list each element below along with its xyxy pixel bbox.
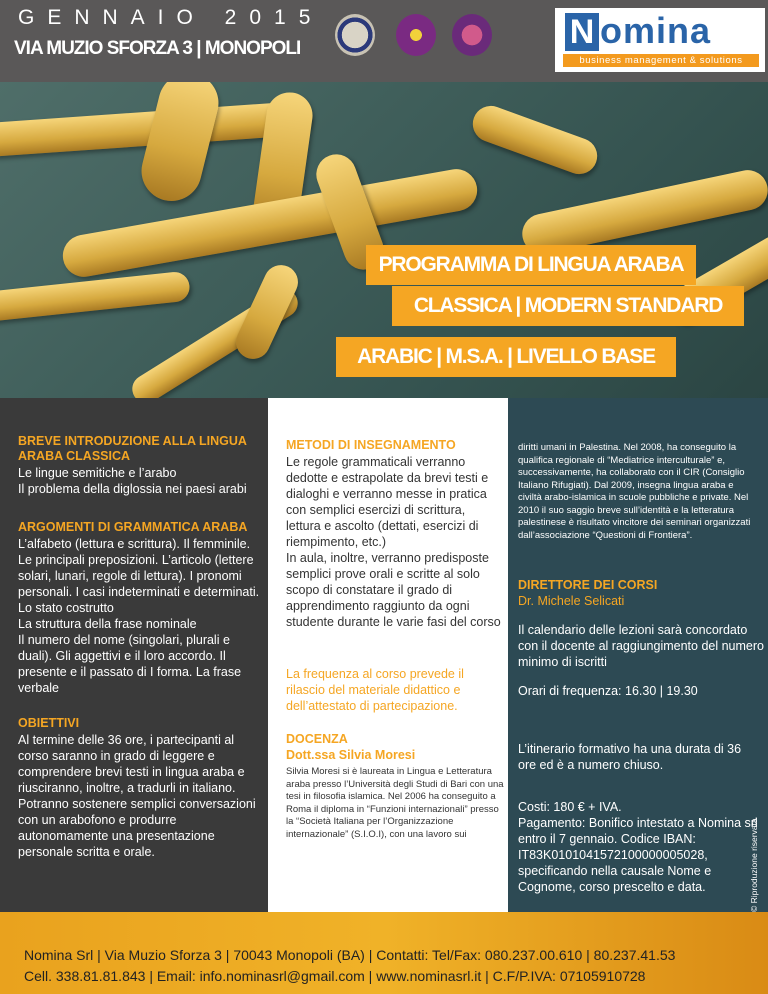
director-heading: DIRETTORE DEI CORSI xyxy=(518,578,658,592)
header-bar xyxy=(0,0,768,82)
logo-tagline: business management & solutions xyxy=(563,54,759,67)
calligraphy-stroke xyxy=(519,166,768,257)
costs-note: Costi: 180 € + IVA. Pagamento: Bonifico intestato a Nomina srl entro il 7 gennaio. Codice IBAN: IT83K0101041572100000005028, specificando nella causale Nome e Cognome, corso prescelto e data. xyxy=(518,800,758,894)
seal-logo-1-icon xyxy=(335,14,375,56)
copyright-text: © Riproduzione riservata xyxy=(749,818,759,912)
calligraphy-stroke xyxy=(468,101,602,179)
column-left xyxy=(0,398,268,912)
banner-program-title: PROGRAMMA DI LINGUA ARABA xyxy=(366,245,696,285)
nomina-logo xyxy=(555,8,765,72)
intro-heading: BREVE INTRODUZIONE ALLA LINGUA ARABA CLASSICA xyxy=(18,434,247,463)
footer-line-2: Cell. 338.81.81.843 | Email: info.nominasrl@gmail.com | www.nominasrl.it | C.F/P.IVA: 07105910728 xyxy=(24,968,646,984)
hours-note: Orari di frequenza: 16.30 | 19.30 xyxy=(518,684,698,698)
banner-variant: CLASSICA | MODERN STANDARD xyxy=(392,286,744,326)
teacher-bio: Silvia Moresi si è laureata in Lingua e Letteratura araba presso l’Università degli Studi di Bari con una tesi in filosofia islamica. Nel 2006 ha conseguito a Roma il diploma in “Funzioni internazionali” presso la “Società Italiana per l’Organizzazione internazionale” (S.I.O.I), con una lavoro sui xyxy=(286,766,504,840)
methods-body: Le regole grammaticali verranno dedotte e estrapolate da brevi testi e dialoghi e verranno messe in pratica con semplici esercizi di scrittura, lettura e ascolto (dettati, esercizi di riempimento, etc.) In aula, inoltre, verranno predisposte semplici prove orali e scritte al solo scopo di constatare il grado di apprendimento raggiunto da ogni studente durante le varie fasi del corso xyxy=(286,455,501,629)
seal-logo-2-icon xyxy=(396,14,436,56)
methods-heading: METODI DI INSEGNAMENTO xyxy=(286,438,456,452)
intro-body: Le lingue semitiche e l’arabo Il problema della diglossia nei paesi arabi xyxy=(18,466,247,496)
duration-note: L’itinerario formativo ha una durata di 36 ore ed è a numero chiuso. xyxy=(518,742,742,772)
seal-logo-3-icon xyxy=(452,14,492,56)
banner-level: ARABIC | M.S.A. | LIVELLO BASE xyxy=(336,337,676,377)
footer-line-1: Nomina Srl | Via Muzio Sforza 3 | 70043 Monopoli (BA) | Contatti: Tel/Fax: 080.237.00.610 | 80.237.41.53 xyxy=(24,947,676,963)
course-address: VIA MUZIO SFORZA 3 | MONOPOLI xyxy=(14,38,301,59)
course-date: GENNAIO 2015 xyxy=(18,6,324,29)
teacher-name: Dott.ssa Silvia Moresi xyxy=(286,748,416,762)
director-name: Dr. Michele Selicati xyxy=(518,594,625,608)
logo-word: omina xyxy=(600,10,712,51)
calendar-note: Il calendario delle lezioni sarà concordato con il docente al raggiungimento del numero minimo di iscritti xyxy=(518,623,764,669)
column-right xyxy=(508,398,768,912)
logo-initial: N xyxy=(565,13,599,51)
footer-bar xyxy=(0,912,768,994)
teacher-bio-continued: diritti umani in Palestina. Nel 2008, ha conseguito la qualifica regionale di “Mediatrice interculturale” e, successivamente, ha collaborato con il CIR (Consiglio Italiano Rifugiati). Dal 2009, insegna lingua araba e civiltà arabo-islamica in scuole pubbliche e private. Nel 2010 il suo saggio breve sull’identità e la letteratura palestinese è risultato vincitore dei seminari organizzati dall’associazione “Questioni di Frontiera”. xyxy=(518,442,751,541)
grammar-body: L’alfabeto (lettura e scrittura). Il femminile. Le principali preposizioni. L’articolo (lettere solari, lunari, regole di lettura). I pronomi personali. I casi indeterminati e determinati. Lo stato costrutto La struttura della frase nominale Il numero del nome (singolari, plurali e duali). Gli aggettivi e il loro accordo. Il presente e il passato di I forma. La frase verbale xyxy=(18,537,260,695)
objectives-body: Al termine delle 36 ore, i partecipanti al corso saranno in grado di leggere e comprendere brevi testi in lingua araba e riusciranno, inoltre, a tradurli in italiano. Potranno sostenere semplici conversazioni con un arabofono e produrre autonomamente una presentazione personale scritta e orale. xyxy=(18,733,256,859)
grammar-heading: ARGOMENTI DI GRAMMATICA ARABA xyxy=(18,520,248,534)
teaching-heading: DOCENZA xyxy=(286,732,348,746)
calligraphy-stroke xyxy=(0,271,191,324)
calligraphy-stroke xyxy=(135,82,225,207)
column-middle xyxy=(268,398,508,912)
attendance-note: La frequenza al corso prevede il rilascio del materiale didattico e dell’attestato di partecipazione. xyxy=(286,667,464,713)
objectives-heading: OBIETTIVI xyxy=(18,716,80,730)
